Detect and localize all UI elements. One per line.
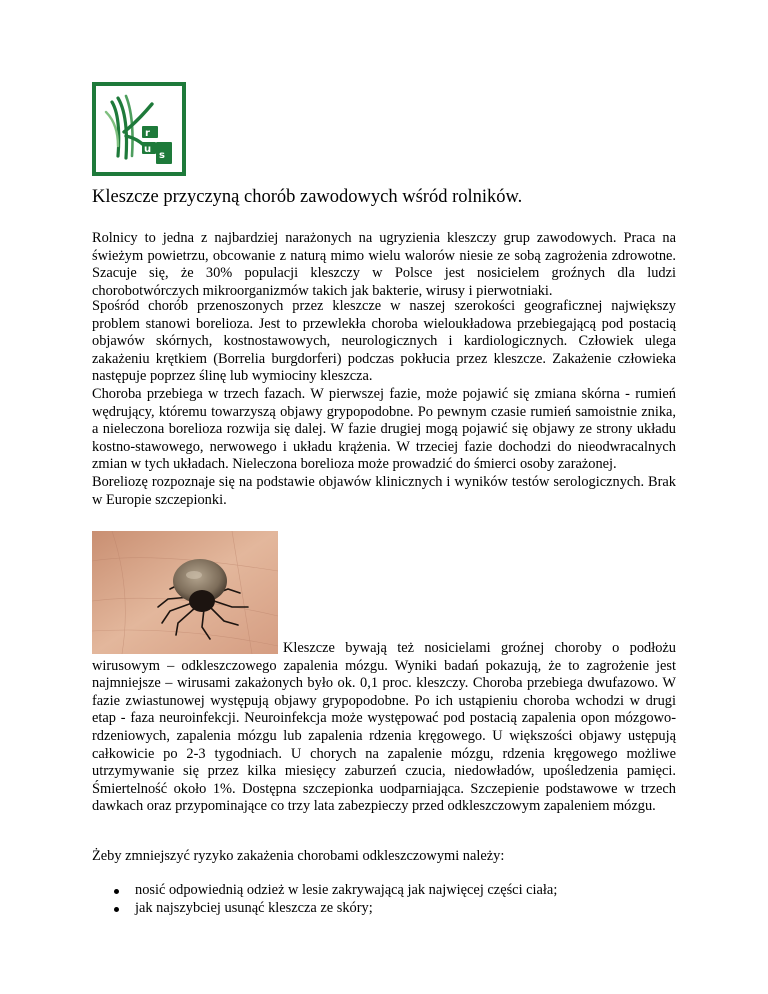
page-title: Kleszcze przyczyną chorób zawodowych wśród rolników. [92,187,523,207]
list-item [92,900,676,918]
borelioza-text-b: Choroba przebiega w trzech fazach. W pierwszej fazie, może pojawić się zmiana skórna - rumień wędrujący, któremu towarzyszą objawy grypopodobne. Po pewnym czasie rumień samoistnie znika, a nieleczona borelioza rozwija się dalej. W fazie drugiej mogą pojawić się objawy ze strony układu kostno-stawowego, nerwowego i układu krążenia. W trzeciej fazie dochodzi do nieodwracalnych zmian w tych układach. Nieleczona borelioza może prowadzić do śmierci osoby zarażonej. [92,385,676,473]
paragraph-kzm [92,640,676,816]
svg-text:s: s [159,150,165,161]
bullet-icon [114,907,119,912]
paragraph-borelioza [92,298,676,509]
borelioza-text-a: Spośród chorób przenoszonych przez kleszcze w naszej szerokości geograficznej największy problem stanowi borelioza. Jest to przewlekła choroba wieloukładowa przebiegającą pod postacią objawów skórnych, kostnostawowych, neurologicznych i kardiologicznych. Człowiek ulega zakażeniu krętkiem (Borrelia burgdorferi) podczas pokłucia przez kleszcze. Zakażenie człowieka następuje poprzez ślinę lub wymiociny kleszcza. [92,298,676,385]
borelioza-text-c: Boreliozę rozpoznaje się na podstawie objawów klinicznych i wyników testów serologicznych. Brak w Europie szczepionki. [92,473,676,508]
list-item-text: nosić odpowiednią odzież w lesie zakrywającą jak najwięcej części ciała; [135,882,558,898]
list-item-text: jak najszybciej usunąć kleszcza ze skóry; [135,899,373,916]
paragraph-prevention-intro: Żeby zmniejszyć ryzyko zakażenia chorobami odkleszczowymi należy: [92,848,505,864]
svg-text:r: r [145,128,150,139]
bullet-icon [114,889,119,894]
prevention-list [92,882,676,917]
krus-logo [92,82,186,176]
krus-logo-icon [96,86,182,172]
kzm-text: Kleszcze bywają też nosicielami groźnej choroby o podłożu wirusowym – odkleszczowego zapalenia mózgu. Wyniki badań pokazują, że to zagrożenie jest najmniejsze – wirusami zakażonych było ok. 0,1 proc. kleszczy. Choroba przebiega dwufazowo. W fazie zwiastunowej występują objawy grypopodobne. Po ich ustąpieniu choroba wchodzi w drugi etap - faza neuroinfekcji. Neuroinfekcja może występować pod postacią zapalenia opon mózgowo-rdzeniowych, zapalenia mózgu lub zapalenia rdzenia kręgowego. U większości objawy ustępują całkowicie po 2-3 tygodniach. U chorych na zapalenie mózgu, rdzenia kręgowego możliwe utrzymywanie się przez kilka miesięcy zaburzeń czucia, niedowładów, upośledzenia pamięci. Śmiertelność około 1%. Dostępna szczepionka uodparniająca. Szczepienie podstawowe w trzech dawkach oraz przypominające co trzy lata zabezpieczy przed odkleszczowym zapaleniem mózgu. [92,640,676,815]
photo-wrap-space [92,651,283,652]
tick-photo [92,531,278,654]
svg-text:u: u [144,144,152,155]
list-item [92,882,676,900]
paragraph-intro: Rolnicy to jedna z najbardziej narażonych na ugryzienia kleszczy grup zawodowych. Praca na świeżym powietrzu, obcowanie z naturą mimo wielu walorów niesie ze sobą zagrożenia zdrowotne. Szacuje się, że 30% populacji kleszczy w Polsce jest nosicielem groźnych dla ludzi chorobotwórczych mikroorganizmów takich jak bakterie, wirusy i pierwotniaki. [92,230,676,299]
